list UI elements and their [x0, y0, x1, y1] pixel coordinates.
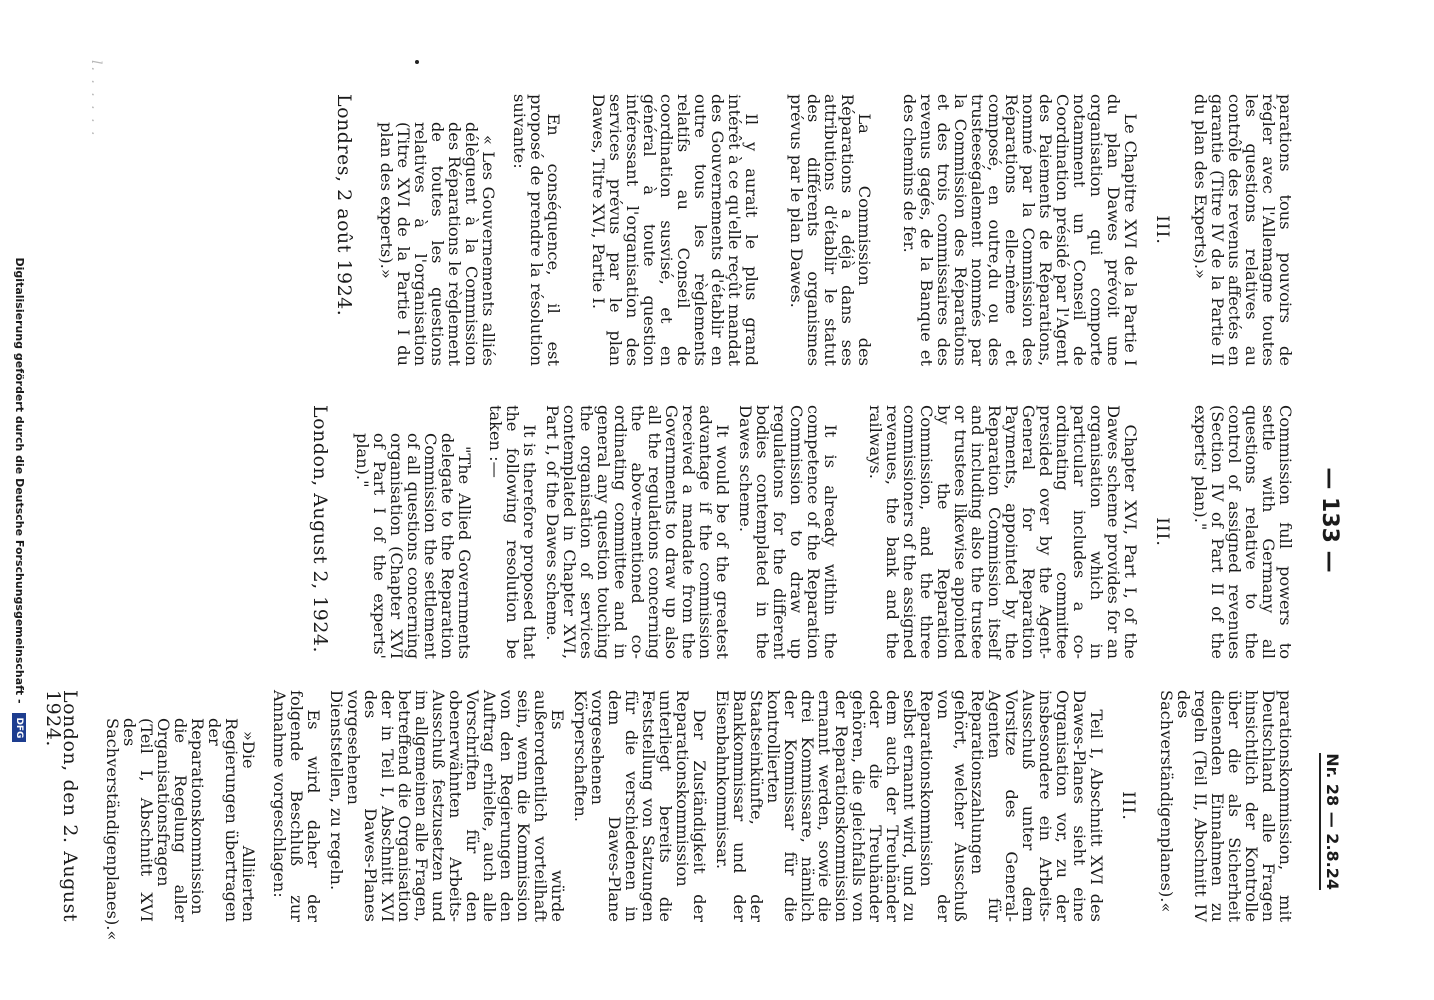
french-resolution-quote: « Les Gouvernements alliés délèguent à la Commission des Réparations le règlement de toutes les questions relatives à l'organisation (Titre XVI de la Partie I du plan des experts).»	[377, 122, 498, 366]
dfg-logo: DFG	[12, 713, 26, 742]
digitization-footer	[12, 0, 26, 1000]
issue-number: Nr. 28 — 2.8.24	[1319, 753, 1342, 890]
page-number: — 133 —	[1317, 467, 1342, 573]
page-header	[1302, 0, 1342, 1000]
english-resolution-quote: "The Allied Governments delegate to the Reparation Commission the settlement of all questions concerning organisation (Chapter XVI of Part I of the experts' plan)."	[353, 433, 474, 659]
german-column	[42, 690, 1295, 941]
ink-speck	[415, 60, 419, 64]
french-column	[335, 94, 1294, 366]
english-paragraph: Commission full powers to settle with Germany all questions relative to the control of assigned revenues (Section IV of Part II of the experts' plan)."	[1191, 405, 1295, 659]
german-resolution-quote: »Die Alliierten Regierungen übertragen der Reparationskommission die Regelung aller Organisationsfragen (Teil I, Abschnitt XVI des Sachverständigenplanes).«	[103, 718, 258, 941]
english-paragraph: It is already within the competence of the Reparation Commission to draw up regulations for the different bodies contemplated in the Dawes scheme.	[736, 405, 840, 659]
digitization-note: Digitalisierung gefördert durch die Deutsche Forschungsgemeinschaft -	[13, 257, 26, 704]
french-signature: Londres, 2 août 1924.	[333, 94, 355, 317]
german-paragraph: parationskommission, mit Deutschland alle Fragen hinsichtlich der Kontrolle über die als Sicherheit dienenden Einnahmen zu regeln (Teil II, Abschnitt IV des Sachverständigenplanes).«	[1157, 690, 1295, 922]
pencil-mark: l. . . . . .	[88, 60, 104, 138]
french-paragraph: Le Chapitre XVI de la Partie I du plan Dawes prévoit une organisation qui comporte notamment un Conseil de Coordination présidé par l'Agent des Paiements de Réparations, nommé par la Commission des Réparations elle-même et composé, en outre,du ou des trusteeségalement nommés par la Commission des Réparations et des trois commissaires des revenus gagés, de la Banque et des chemins de fer.	[900, 94, 1140, 366]
english-signature: London, August 2, 1924.	[309, 405, 331, 654]
german-paragraph: Es würde außerordentlich vorteilhaft sein, wenn die Kommission von den Regierungen den Auftrag erhielte, auch alle Vorschriften für den obenerwähnten Arbeits-Ausschuß festzusetzen und im allgemeinen alle Fragen, betreffend die Organisation der in Teil I, Abschnitt XVI des Dawes-Planes vorgesehenen Dienststellen, zu regeln.	[327, 690, 567, 922]
english-paragraph: Chapter XVI, Part I, of the Dawes scheme provides for an organisation which in particular includes a co-ordinating committee presided over by the Agent-General for Reparation Payments, appointed by the Reparation Commission itself and including also the trustee or trustees likewise appointed by the Reparation Commission, and the three commissioners of the assigned revenues, the bank and the railways.	[866, 405, 1140, 659]
english-paragraph: It is therefore proposed that the following resolution be taken :—	[486, 405, 539, 659]
german-section-heading: III.	[1118, 791, 1138, 821]
german-paragraph: Der Zuständigkeit der Reparationskommission unterliegt bereits die Feststellung von Satzungen für die verschiedenen in dem Dawes-Plane vorgesehenen Körperschaften.	[571, 690, 709, 922]
french-section-heading: III.	[1152, 215, 1172, 245]
english-section-heading: III.	[1152, 517, 1172, 547]
english-paragraph: It would be of the greatest advantage if the commission received a mandate from the Governments to draw up also all the regulations concerning the above-mentioned co-ordinating committee and in general any question touching the organisation of services contemplated in Chapter XVI, Part I, of the Dawes scheme.	[543, 405, 732, 659]
german-signature: London, den 2. August 1924.	[42, 690, 81, 922]
french-paragraph: Il y aurait le plus grand intérêt à ce qu'elle reçût mandat des Gouvernements d'établir en outre tous les règlements relatifs au Conseil de coordination susvisé, et en général à toute question intéressant l'organisation des services prévus par le plan Dawes, Titre XVI, Partie I.	[589, 94, 761, 366]
german-paragraph: Es wird daher der folgende Beschluß zur Annahme vorgeschlagen:	[270, 690, 323, 922]
french-paragraph: parations tous pouvoirs de régler avec l'Allemagne toutes les questions relatives au contrôle des revenus affectés en garantie (Titre IV de la Partie II du plan des Experts).»	[1191, 94, 1295, 366]
german-paragraph: Teil I, Abschnitt XVI des Dawes-Planes sieht eine Organisation vor, zu der insbesondere ein Arbeits-Ausschuß unter dem Vorsitze des General-Agenten für Reparationszahlungen gehört, welcher Ausschuß von der Reparationskommission selbst ernannt wird, und zu dem auch der Treuhänder oder die Treuhänder gehören, die gleichfalls von der Reparationskommission ernannt werden, sowie die drei Kommissare, nämlich der Kommissar für die kontrollierten Staatseinkünfte, der Bankkommissar und der Eisenbahnkommissar.	[713, 690, 1106, 922]
french-paragraph: En conséquence, il est proposé de prendre la résolution suivante:	[510, 94, 563, 366]
french-paragraph: La Commission des Réparations a déjà dans ses attributions d'établir le statut des différents organismes prévus par le plan Dawes.	[787, 94, 874, 366]
english-column	[311, 405, 1294, 659]
